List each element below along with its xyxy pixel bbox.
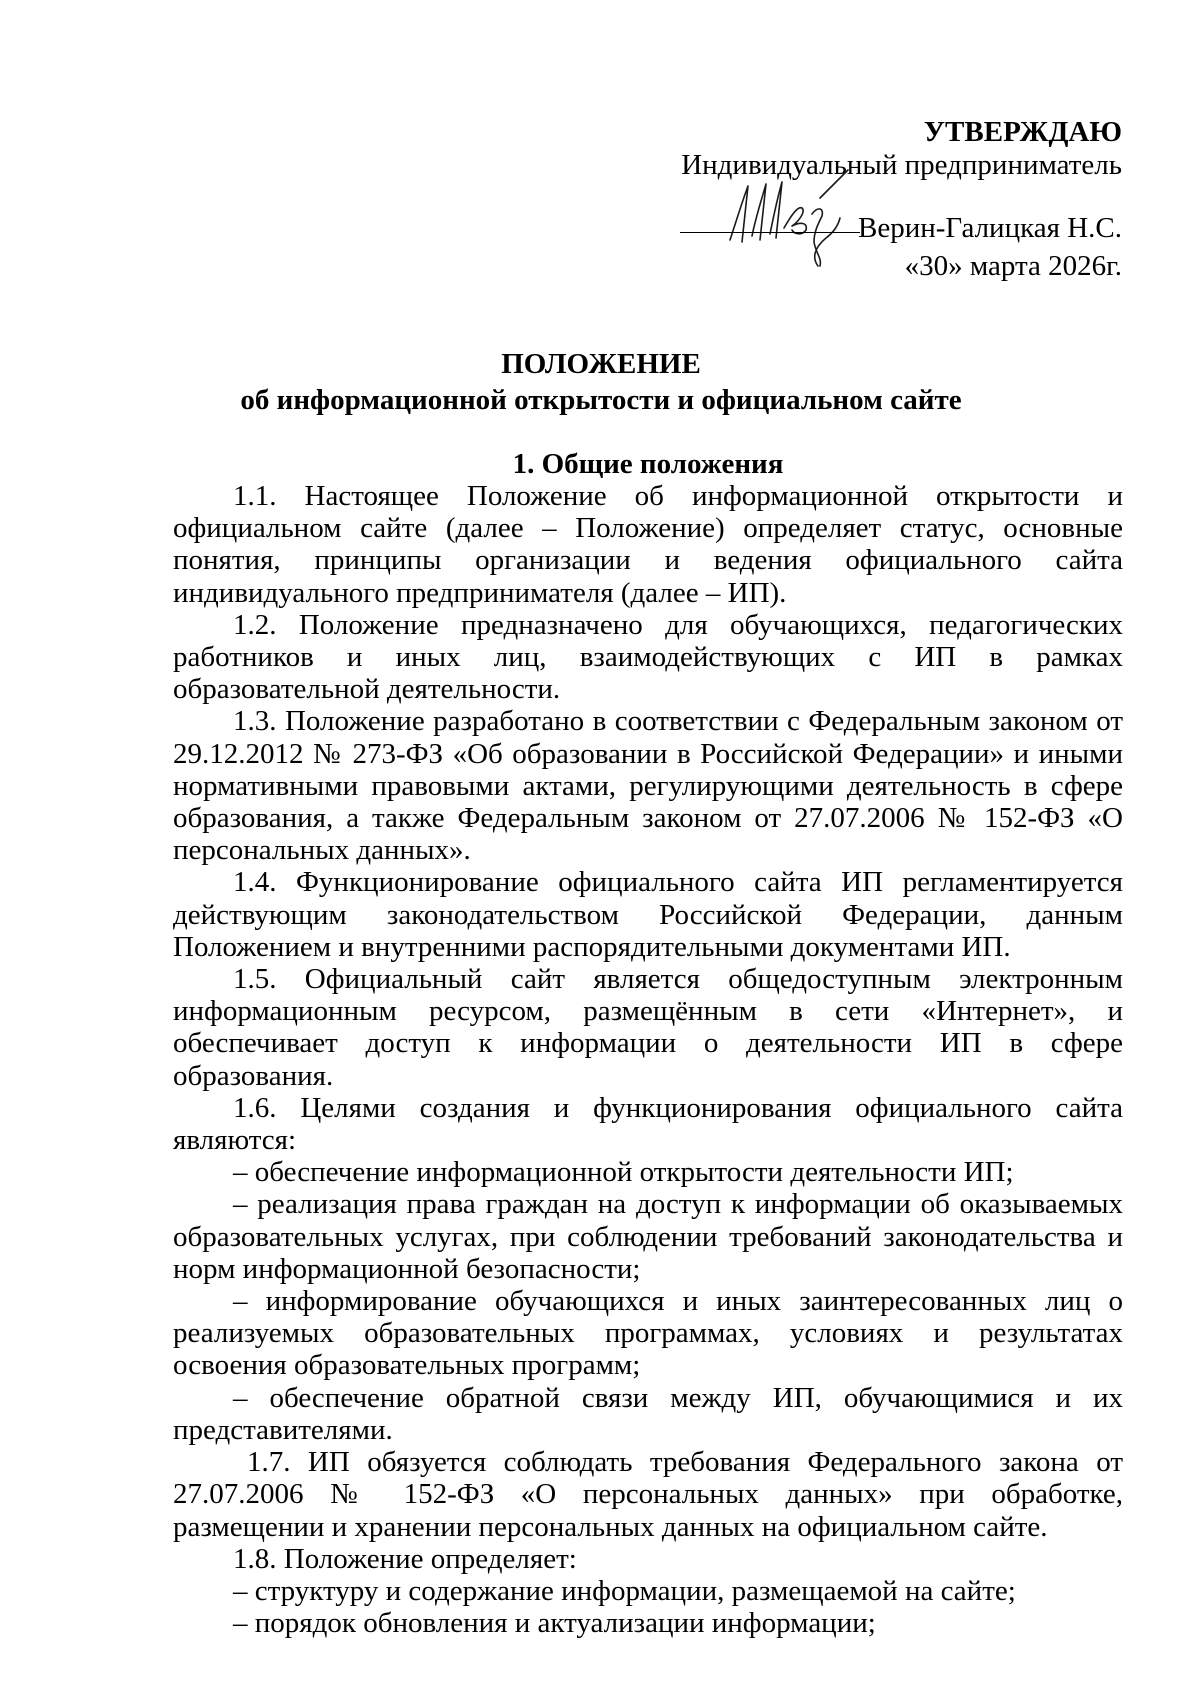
paragraph: 1.7. ИП обязуется соблюдать требования Федерального закона от 27.07.2006 № 152-ФЗ «О персональных данных» при обработке, размещении и хранении персональных данных на официальном сайте. bbox=[173, 1446, 1123, 1543]
handwritten-signature bbox=[722, 162, 852, 272]
approver-position: Индивидуальный предприниматель bbox=[681, 149, 1122, 181]
list-item: – реализация права граждан на доступ к информации об оказываемых образовательных услугах, при соблюдении требований законодательства и норм информационной безопасности; bbox=[173, 1188, 1123, 1285]
document-body bbox=[173, 448, 1123, 1639]
list-item: – обеспечение обратной связи между ИП, обучающимися и их представителями. bbox=[173, 1381, 1123, 1446]
approval-block bbox=[662, 116, 1122, 283]
approval-date: «30» марта 2026г. bbox=[904, 250, 1122, 282]
approve-heading: УТВЕРЖДАЮ bbox=[923, 116, 1122, 148]
list-item: – обеспечение информационной открытости деятельности ИП; bbox=[233, 1156, 1014, 1189]
signature-underline bbox=[680, 232, 860, 233]
paragraph: 1.6. Целями создания и функционирования официального сайта являются: bbox=[173, 1091, 1123, 1157]
document-subtitle: об информационной открытости и официальном сайте bbox=[240, 384, 962, 416]
approver-name: Верин-Галицкая Н.С. bbox=[858, 212, 1122, 244]
paragraph: 1.2. Положение предназначено для обучающихся, педагогических работников и иных лиц, взаимодействующих с ИП в рамках образовательной деятельности. bbox=[173, 608, 1123, 706]
paragraph: 1.5. Официальный сайт является общедоступным электронным информационным ресурсом, размещённым в сети «Интернет», и обеспечивает доступ к информации о деятельности ИП в сфере образования. bbox=[173, 963, 1123, 1092]
signature-line bbox=[662, 182, 1122, 246]
section-heading: 1. Общие положения bbox=[512, 448, 784, 480]
list-item: – информирование обучающихся и иных заинтересованных лиц о реализуемых образовательных программах, условиях и результатах освоения образовательных программ; bbox=[173, 1285, 1123, 1382]
list-item: – порядок обновления и актуализации информации; bbox=[233, 1607, 876, 1640]
paragraph: 1.4. Функционирование официального сайта ИП регламентируется действующим законодательством Российской Федерации, данным Положением и внутренними распорядительными документами ИП. bbox=[173, 866, 1123, 963]
paragraph: 1.8. Положение определяет: bbox=[233, 1542, 577, 1575]
list-item: – структуру и содержание информации, размещаемой на сайте; bbox=[233, 1574, 1016, 1607]
paragraph: 1.1. Настоящее Положение об информационной открытости и официальном сайте (далее – Положение) определяет статус, основные понятия, принципы организации и ведения официального сайта индивидуального предпринимателя (далее – ИП). bbox=[173, 480, 1123, 609]
paragraph: 1.3. Положение разработано в соответствии с Федеральным законом от 29.12.2012 № 273-ФЗ «Об образовании в Российской Федерации» и иными нормативными правовыми актами, регулирующими деятельность в сфере образования, а также Федеральным законом от 27.07.2006 № 152-ФЗ «О персональных данных». bbox=[173, 705, 1123, 867]
document-title-block bbox=[0, 346, 1202, 418]
document-title: ПОЛОЖЕНИЕ bbox=[501, 348, 701, 380]
